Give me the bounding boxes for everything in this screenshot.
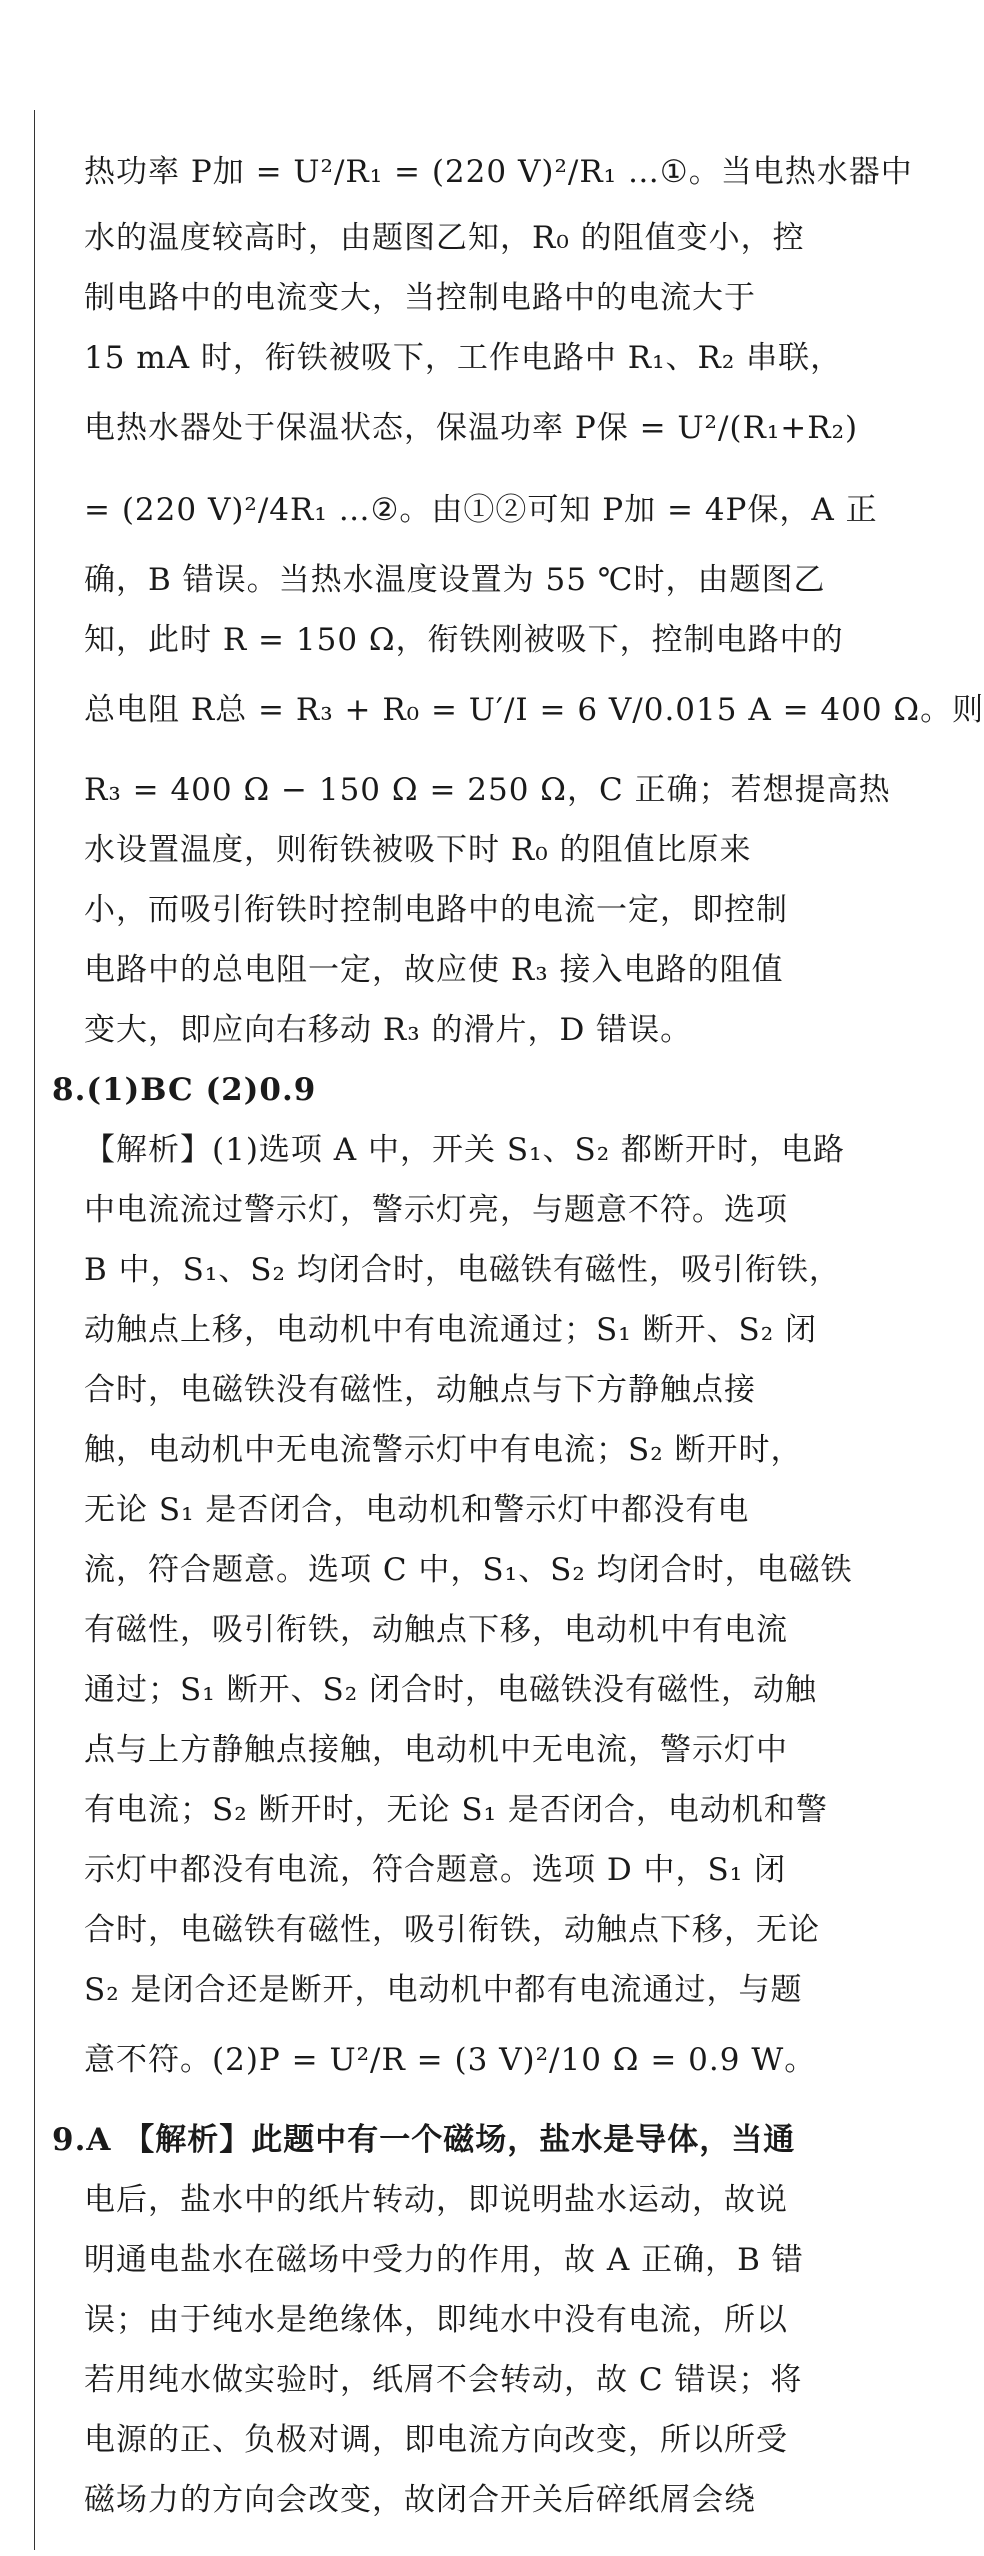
- text-line: 确，B 错误。当热水温度设置为 55 ℃时，由题图乙: [84, 562, 826, 598]
- text-line: 有电流；S₂ 断开时，无论 S₁ 是否闭合，电动机和警: [84, 1792, 828, 1828]
- text-line: 意不符。(2)P = U²/R = (3 V)²/10 Ω = 0.9 W。: [84, 2042, 817, 2078]
- analysis-8-line: 【解析】(1)选项 A 中，开关 S₁、S₂ 都断开时，电路: [84, 1132, 846, 1168]
- text-line: 电热水器处于保温状态，保温功率 P保 = U²/(R₁+R₂): [84, 410, 859, 446]
- text-line: 无论 S₁ 是否闭合，电动机和警示灯中都没有电: [84, 1492, 750, 1528]
- text-line: 磁场力的方向会改变，故闭合开关后碎纸屑会绕: [84, 2482, 756, 2518]
- answer-9: 9.A 【解析】此题中有一个磁场，盐水是导体，当通: [52, 2122, 796, 2158]
- text-line: 水设置温度，则衔铁被吸下时 R₀ 的阻值比原来: [84, 832, 752, 868]
- text-line: 明通电盐水在磁场中受力的作用，故 A 正确，B 错: [84, 2242, 804, 2278]
- text-line: 合时，电磁铁没有磁性，动触点与下方静触点接: [84, 1372, 756, 1408]
- text-line: 合时，电磁铁有磁性，吸引衔铁，动触点下移，无论: [84, 1912, 820, 1948]
- text-line: 流，符合题意。选项 C 中，S₁、S₂ 均闭合时，电磁铁: [84, 1552, 853, 1588]
- text-line: 点与上方静触点接触，电动机中无电流，警示灯中: [84, 1732, 788, 1768]
- text-line: 电路中的总电阻一定，故应使 R₃ 接入电路的阻值: [84, 952, 784, 988]
- left-margin-rule: [34, 110, 35, 2550]
- text-line: 通过；S₁ 断开、S₂ 闭合时，电磁铁没有磁性，动触: [84, 1672, 818, 1708]
- text-line: 中电流流过警示灯，警示灯亮，与题意不符。选项: [84, 1192, 788, 1228]
- text-line: 小，而吸引衔铁时控制电路中的电流一定，即控制: [84, 892, 788, 928]
- text-line: 总电阻 R总 = R₃ + R₀ = U′/I = 6 V/0.015 A = 400 Ω。则: [84, 692, 984, 728]
- text-line: 电源的正、负极对调，即电流方向改变，所以所受: [84, 2422, 788, 2458]
- text-line: = (220 V)²/4R₁ …②。由①②可知 P加 = 4P保，A 正: [84, 492, 878, 528]
- text-line: 有磁性，吸引衔铁，动触点下移，电动机中有电流: [84, 1612, 788, 1648]
- text-line: R₃ = 400 Ω − 150 Ω = 250 Ω，C 正确；若想提高热: [84, 772, 891, 808]
- text-line: 15 mA 时，衔铁被吸下，工作电路中 R₁、R₂ 串联，: [84, 340, 843, 376]
- text-line: B 中，S₁、S₂ 均闭合时，电磁铁有磁性，吸引衔铁，: [84, 1252, 841, 1288]
- text-line: 知，此时 R = 150 Ω，衔铁刚被吸下，控制电路中的: [84, 622, 844, 658]
- text-line: 水的温度较高时，由题图乙知，R₀ 的阻值变小，控: [84, 220, 805, 256]
- text-line: 热功率 P加 = U²/R₁ = (220 V)²/R₁ …①。当电热水器中: [84, 154, 913, 190]
- text-line: 若用纯水做实验时，纸屑不会转动，故 C 错误；将: [84, 2362, 803, 2398]
- text-line: 变大，即应向右移动 R₃ 的滑片，D 错误。: [84, 1012, 693, 1048]
- text-line: 示灯中都没有电流，符合题意。选项 D 中，S₁ 闭: [84, 1852, 787, 1888]
- text-line: 动触点上移，电动机中有电流通过；S₁ 断开、S₂ 闭: [84, 1312, 818, 1348]
- text-line: 误；由于纯水是绝缘体，即纯水中没有电流，所以: [84, 2302, 788, 2338]
- answer-8: 8.(1)BC (2)0.9: [52, 1072, 317, 1108]
- text-line: S₂ 是闭合还是断开，电动机中都有电流通过，与题: [84, 1972, 803, 2008]
- text-line: 触，电动机中无电流警示灯中有电流；S₂ 断开时，: [84, 1432, 803, 1468]
- text-line: 电后，盐水中的纸片转动，即说明盐水运动，故说: [84, 2182, 788, 2218]
- text-line: 制电路中的电流变大，当控制电路中的电流大于: [84, 280, 756, 316]
